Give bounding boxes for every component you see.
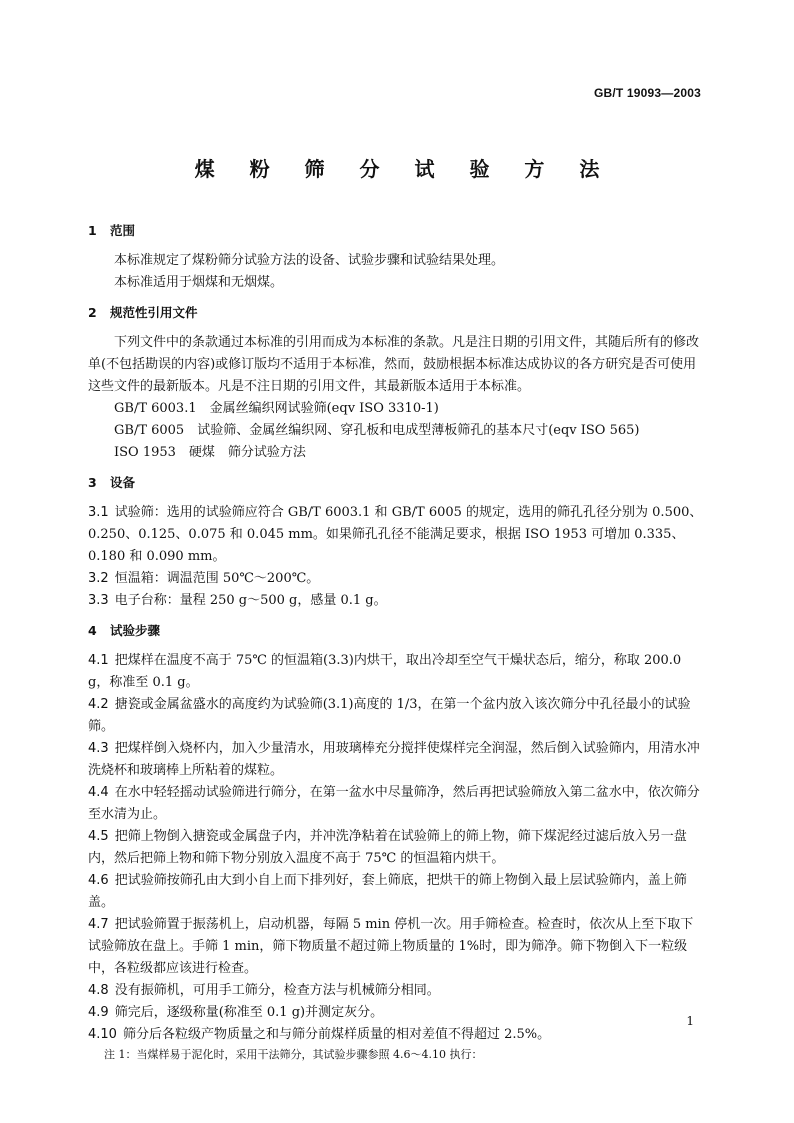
- reference-item: GB/T 6003.1 金属丝编织网试验筛(eqv ISO 3310-1): [114, 401, 439, 416]
- clause: 3.3 电子台称：量程 250 g～500 g，感量 0.1 g。: [88, 593, 387, 608]
- document-title: 煤 粉 筛 分 试 验 方 法: [194, 157, 614, 181]
- clause: 4.9 筛完后，逐级称量(称准至 0.1 g)并测定灰分。: [88, 1005, 384, 1020]
- paragraph: 本标准适用于烟煤和无烟煤。: [114, 275, 284, 290]
- section-heading-3: 3 设备: [88, 475, 136, 490]
- clause: 4.2 搪瓷或金属盆盛水的高度约为试验筛(3.1)高度的 1/3，在第一个盆内放入该次筛分中孔径最小的试验筛。: [88, 697, 691, 734]
- clause: 4.10 筛分后各粒级产物质量之和与筛分前煤样质量的相对差值不得超过 2.5%。: [88, 1027, 551, 1042]
- clause: 4.1 把煤样在温度不高于 75℃ 的恒温箱(3.3)内烘干，取出冷却至空气干燥状态后，缩分，称取 200.0 g，称准至 0.1 g。: [88, 653, 682, 690]
- note: 注 1：当煤样易于泥化时，采用干法筛分，其试验步骤参照 4.6～4.10 执行：: [104, 1048, 483, 1061]
- clause: 4.4 在水中轻轻摇动试验筛进行筛分，在第一盆水中尽量筛净，然后再把试验筛放入第二盆水中，依次筛分至水清为止。: [88, 785, 700, 822]
- standard-number: GB/T 19093—2003: [593, 86, 701, 100]
- clause: 4.7 把试验筛置于振荡机上，启动机器，每隔 5 min 停机一次。用手筛检查。检查时，依次从上至下取下试验筛放在盘上。手筛 1 min，筛下物质量不超过筛上物质量的 1%时，即为筛净。筛下物倒入下一粒级中，各粒级都应该进行检查。: [88, 917, 694, 976]
- page-number: 1: [686, 1014, 694, 1028]
- clause: 4.3 把煤样倒入烧杯内，加入少量清水，用玻璃棒充分搅拌使煤样完全润湿，然后倒入试验筛内，用清水冲洗烧杯和玻璃棒上所粘着的煤粒。: [88, 741, 700, 778]
- clause: 3.2 恒温箱：调温范围 50℃～200℃。: [88, 571, 320, 586]
- reference-item: ISO 1953 硬煤 筛分试验方法: [114, 445, 306, 460]
- paragraph: 下列文件中的条款通过本标准的引用而成为本标准的条款。凡是注日期的引用文件，其随后所有的修改单(不包括勘误的内容)或修订版均不适用于本标准，然而，鼓励根据本标准达成协议的各方研究是否可使用这些文件的最新版本。凡是不注日期的引用文件，其最新版本适用于本标准。: [88, 335, 700, 394]
- clause: 3.1 试验筛：选用的试验筛应符合 GB/T 6003.1 和 GB/T 6005 的规定，选用的筛孔孔径分别为 0.500、0.250、0.125、0.075 和 0.045 mm。如果筛孔孔径不能满足要求，根据 ISO 1953 可增加 0.335、0.180 和 0.090 mm。: [88, 505, 703, 564]
- section-heading-1: 1 范围: [88, 223, 136, 238]
- document-body: [88, 220, 706, 1064]
- clause: 4.6 把试验筛按筛孔由大到小自上而下排列好，套上筛底，把烘干的筛上物倒入最上层试验筛内，盖上筛盖。: [88, 873, 687, 910]
- paragraph: 本标准规定了煤粉筛分试验方法的设备、试验步骤和试验结果处理。: [114, 253, 505, 268]
- section-heading-2: 2 规范性引用文件: [88, 305, 198, 320]
- reference-item: GB/T 6005 试验筛、金属丝编织网、穿孔板和电成型薄板筛孔的基本尺寸(eqv ISO 565): [114, 423, 640, 438]
- section-heading-4: 4 试验步骤: [88, 623, 161, 638]
- clause: 4.8 没有振筛机，可用手工筛分，检查方法与机械筛分相同。: [88, 983, 440, 998]
- clause: 4.5 把筛上物倒入搪瓷或金属盘子内，并冲洗净粘着在试验筛上的筛上物，筛下煤泥经过滤后放入另一盘内，然后把筛上物和筛下物分别放入温度不高于 75℃ 的恒温箱内烘干。: [88, 829, 687, 866]
